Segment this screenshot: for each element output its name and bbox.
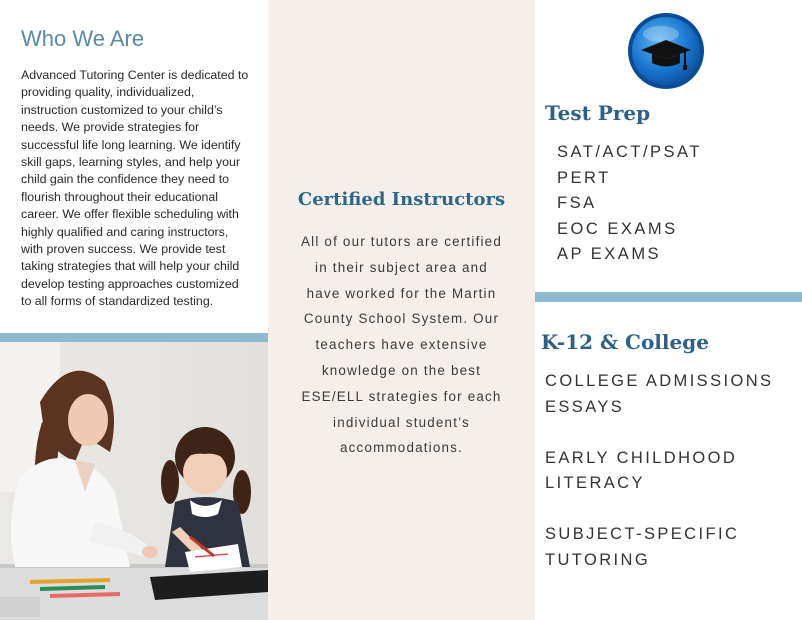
certified-instructors-body: All of our tutors are certified in their subject area and have worked for the Martin County School System. Our teachers have extensive knowledge on the best ESE/ELL strategies for each individual student’s accommodations.	[301, 234, 502, 456]
test-prep-item: FSA	[557, 194, 597, 212]
who-we-are-title: Who We Are	[21, 26, 145, 51]
accent-divider	[0, 333, 268, 342]
who-we-are-body: Advanced Tutoring Center is dedicated to providing quality, individualized, instruction customized to your child’s needs. We provide strategies for successful life long learning. We identify skill gaps, learning styles, and help your child gain the confidence they need to flourish throughout their educational career. We offer flexible scheduling with highly qualified and caring instructors, with proven success. We provide test taking strategies that will help your child develop testing approaches customized to all forms of standardized testing.	[21, 68, 249, 309]
test-prep-list	[557, 140, 702, 268]
accent-divider	[535, 292, 802, 302]
k12-college-title: K-12 & College	[541, 330, 709, 354]
k12-item: EARLY CHILDHOOD LITERACY	[545, 448, 738, 492]
k12-college-list	[545, 369, 801, 599]
test-prep-title: Test Prep	[545, 101, 651, 125]
k12-item: SUBJECT-SPECIFIC TUTORING	[545, 525, 740, 569]
middle-panel	[268, 0, 535, 620]
test-prep-item: SAT/ACT/PSAT	[557, 143, 702, 161]
k12-item: COLLEGE ADMISSIONS ESSAYS	[545, 372, 774, 416]
right-panel	[535, 0, 802, 620]
left-panel	[0, 0, 268, 620]
test-prep-item: EOC EXAMS	[557, 219, 678, 238]
test-prep-item: PERT	[557, 168, 611, 187]
certified-instructors-title: Certified Instructors	[297, 189, 506, 210]
test-prep-item: AP EXAMS	[557, 245, 662, 263]
graduation-cap-icon	[627, 12, 705, 90]
tutoring-photo	[0, 342, 268, 620]
